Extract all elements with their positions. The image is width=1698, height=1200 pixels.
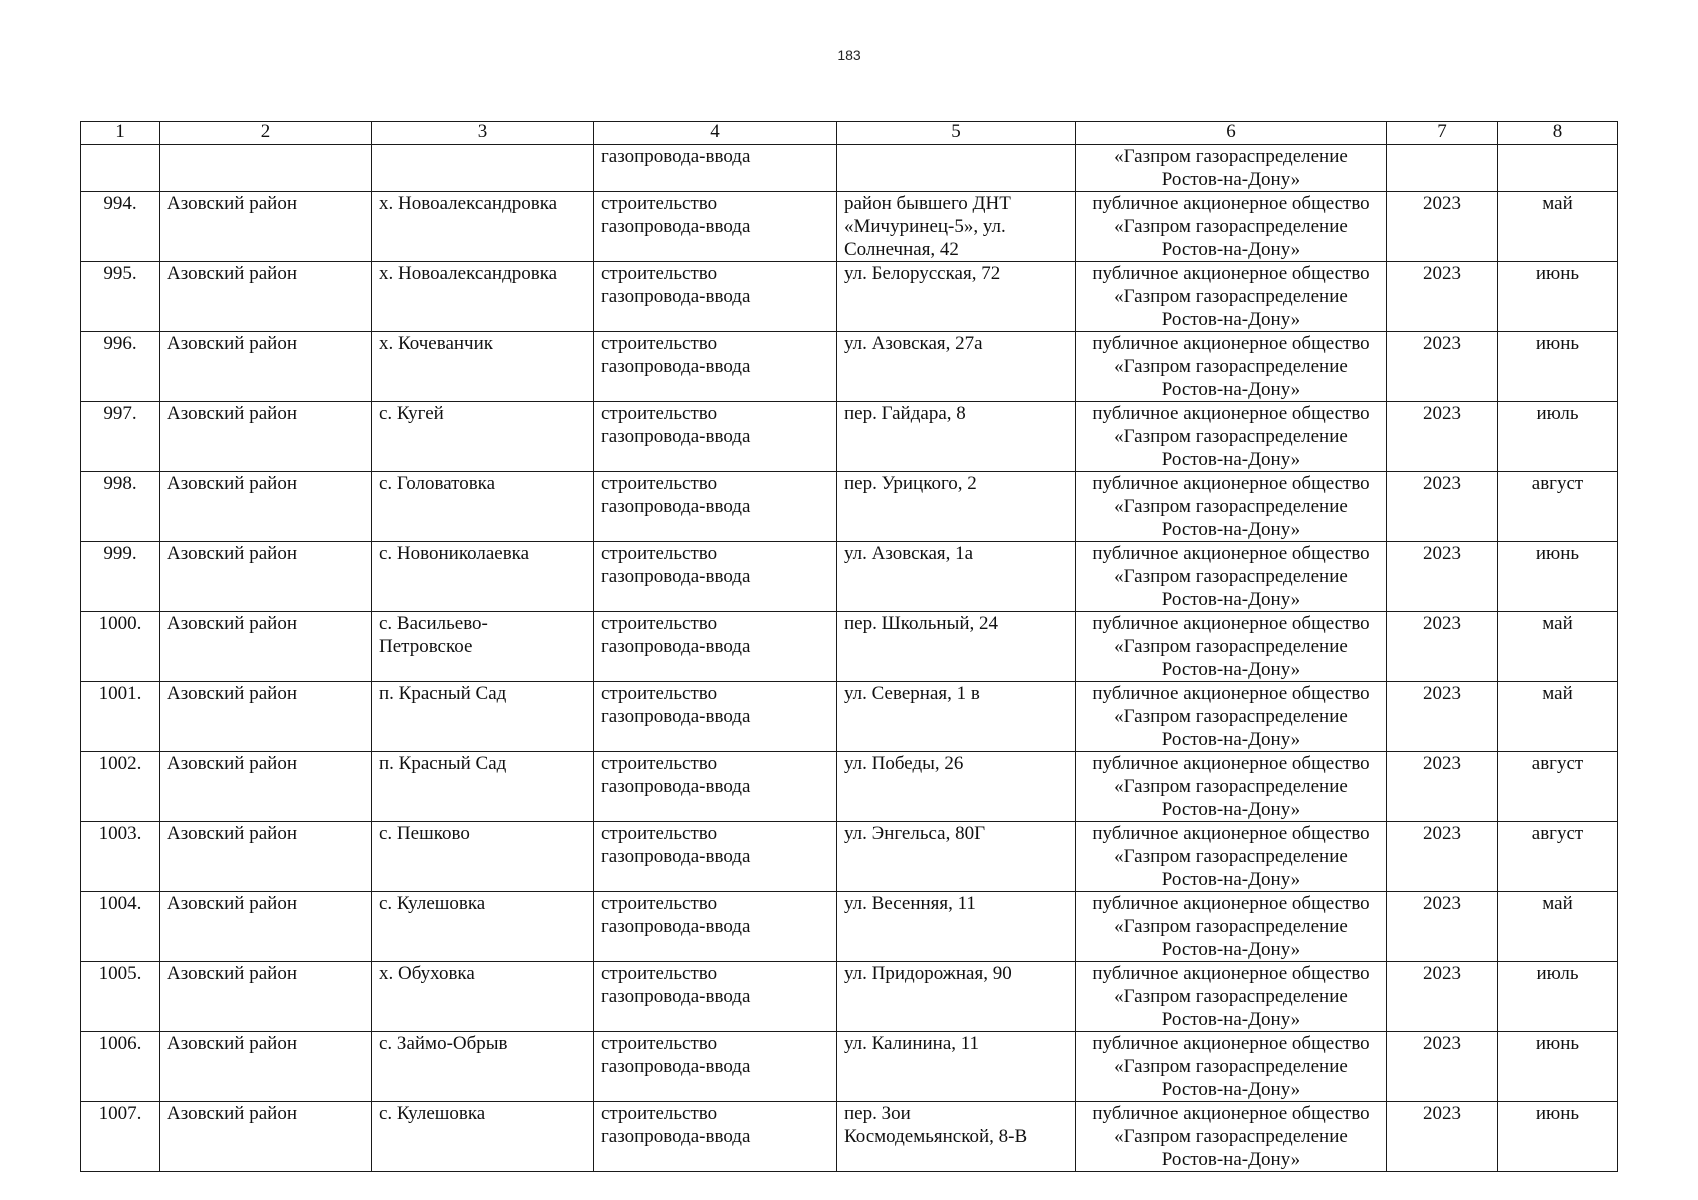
work-type-cell-line: строительство xyxy=(601,823,718,844)
table-row xyxy=(81,962,1618,1032)
organization-cell-line: «Газпром газораспределение xyxy=(1114,986,1348,1007)
address-cell-line: ул. Весенняя, 11 xyxy=(844,893,976,914)
address-cell-line: ул. Энгельса, 80Г xyxy=(844,823,986,844)
organization-cell-line: Ростов-на-Дону» xyxy=(1161,799,1301,820)
organization-cell-line: Ростов-на-Дону» xyxy=(1161,1009,1301,1030)
table-row xyxy=(81,682,1618,752)
work-type-cell-line: газопровода-ввода xyxy=(601,846,751,867)
work-type-cell xyxy=(594,682,837,752)
settlement-cell-line: с. Кугей xyxy=(379,403,444,424)
column-header-5: 5 xyxy=(837,122,1076,145)
district-cell: Азовский район xyxy=(160,332,372,402)
address-cell xyxy=(837,682,1076,752)
settlement-cell xyxy=(372,612,594,682)
settlement-cell xyxy=(372,1102,594,1172)
organization-cell-line: «Газпром газораспределение xyxy=(1114,1056,1348,1077)
work-type-cell-line: строительство xyxy=(601,473,718,494)
column-header-8: 8 xyxy=(1498,122,1618,145)
organization-cell-line: публичное акционерное общество xyxy=(1092,683,1370,704)
district-cell: Азовский район xyxy=(160,542,372,612)
work-type-cell-line: строительство xyxy=(601,333,718,354)
work-type-cell-line: строительство xyxy=(601,963,718,984)
work-type-cell-line: строительство xyxy=(601,1033,718,1054)
month-cell: май xyxy=(1498,192,1618,262)
work-type-cell-line: газопровода-ввода xyxy=(601,426,751,447)
address-cell-line: пер. Школьный, 24 xyxy=(844,613,999,634)
work-type-cell xyxy=(594,822,837,892)
year-cell: 2023 xyxy=(1387,1102,1498,1172)
year-cell: 2023 xyxy=(1387,192,1498,262)
organization-cell-line: «Газпром газораспределение xyxy=(1114,846,1348,867)
organization-cell-line: Ростов-на-Дону» xyxy=(1161,449,1301,470)
work-type-cell xyxy=(594,332,837,402)
district-cell: Азовский район xyxy=(160,1032,372,1102)
organization-cell-line: Ростов-на-Дону» xyxy=(1161,729,1301,750)
settlement-cell-line: с. Головатовка xyxy=(379,473,496,494)
settlement-cell xyxy=(372,962,594,1032)
row-number-cell: 994. xyxy=(81,192,160,262)
address-cell xyxy=(837,1032,1076,1102)
month-cell: июль xyxy=(1498,402,1618,472)
month-cell: август xyxy=(1498,472,1618,542)
district-cell: Азовский район xyxy=(160,192,372,262)
settlement-cell xyxy=(372,892,594,962)
year-cell: 2023 xyxy=(1387,472,1498,542)
settlement-cell xyxy=(372,682,594,752)
year-cell xyxy=(1387,145,1498,192)
organization-cell-line: Ростов-на-Дону» xyxy=(1161,169,1301,190)
organization-cell-line: «Газпром газораспределение xyxy=(1114,916,1348,937)
table-row xyxy=(81,892,1618,962)
settlement-cell-line: х. Новоалександровка xyxy=(379,193,558,214)
organization-cell-line: публичное акционерное общество xyxy=(1092,333,1370,354)
month-cell: июнь xyxy=(1498,1102,1618,1172)
organization-cell-line: публичное акционерное общество xyxy=(1092,613,1370,634)
organization-cell-line: Ростов-на-Дону» xyxy=(1161,1079,1301,1100)
work-type-cell-line: строительство xyxy=(601,263,718,284)
settlement-cell-line: с. Кулешовка xyxy=(379,893,486,914)
table-header xyxy=(81,122,1618,145)
month-cell: май xyxy=(1498,682,1618,752)
table-row xyxy=(81,1032,1618,1102)
organization-cell-line: Ростов-на-Дону» xyxy=(1161,659,1301,680)
settlement-cell-line: п. Красный Сад xyxy=(379,753,507,774)
settlement-cell xyxy=(372,402,594,472)
settlement-cell-line: с. Новониколаевка xyxy=(379,543,530,564)
work-type-cell xyxy=(594,612,837,682)
work-type-cell-line: газопровода-ввода xyxy=(601,636,751,657)
organization-cell-line: публичное акционерное общество xyxy=(1092,963,1370,984)
address-cell-line: «Мичуринец-5», ул. xyxy=(844,216,1006,237)
month-cell: август xyxy=(1498,752,1618,822)
column-header-4: 4 xyxy=(594,122,837,145)
address-cell xyxy=(837,1102,1076,1172)
organization-cell xyxy=(1076,332,1387,402)
organization-cell xyxy=(1076,192,1387,262)
work-type-cell xyxy=(594,472,837,542)
organization-cell-line: публичное акционерное общество xyxy=(1092,1103,1370,1124)
month-cell: июнь xyxy=(1498,542,1618,612)
district-cell: Азовский район xyxy=(160,402,372,472)
work-type-cell-line: строительство xyxy=(601,1103,718,1124)
district-cell: Азовский район xyxy=(160,822,372,892)
row-number-cell: 1001. xyxy=(81,682,160,752)
month-cell: август xyxy=(1498,822,1618,892)
table-row xyxy=(81,822,1618,892)
organization-cell-line: «Газпром газораспределение xyxy=(1114,1126,1348,1147)
work-type-cell xyxy=(594,1032,837,1102)
settlement-cell xyxy=(372,542,594,612)
work-type-cell-line: газопровода-ввода xyxy=(601,1056,751,1077)
settlement-cell xyxy=(372,262,594,332)
address-cell xyxy=(837,145,1076,192)
column-number-row xyxy=(81,122,1618,145)
organization-cell xyxy=(1076,822,1387,892)
row-number-cell: 995. xyxy=(81,262,160,332)
district-cell: Азовский район xyxy=(160,752,372,822)
district-cell: Азовский район xyxy=(160,1102,372,1172)
address-cell-line: ул. Победы, 26 xyxy=(844,753,964,774)
address-cell-line: район бывшего ДНТ xyxy=(844,193,1011,214)
row-number-cell: 1005. xyxy=(81,962,160,1032)
address-cell-line: ул. Азовская, 27а xyxy=(844,333,983,354)
month-cell xyxy=(1498,145,1618,192)
table-row xyxy=(81,472,1618,542)
month-cell: июнь xyxy=(1498,262,1618,332)
district-cell: Азовский район xyxy=(160,612,372,682)
row-number-cell: 997. xyxy=(81,402,160,472)
work-type-cell-line: строительство xyxy=(601,753,718,774)
column-header-6: 6 xyxy=(1076,122,1387,145)
work-type-cell-line: газопровода-ввода xyxy=(601,356,751,377)
year-cell: 2023 xyxy=(1387,682,1498,752)
organization-cell-line: публичное акционерное общество xyxy=(1092,753,1370,774)
organization-cell-line: «Газпром газораспределение xyxy=(1114,496,1348,517)
row-number-cell: 1004. xyxy=(81,892,160,962)
address-cell xyxy=(837,822,1076,892)
row-number-cell: 999. xyxy=(81,542,160,612)
year-cell: 2023 xyxy=(1387,752,1498,822)
address-cell-line: ул. Калинина, 11 xyxy=(844,1033,980,1054)
table-row xyxy=(81,332,1618,402)
organization-cell-line: публичное акционерное общество xyxy=(1092,473,1370,494)
table-row xyxy=(81,542,1618,612)
organization-cell-line: публичное акционерное общество xyxy=(1092,893,1370,914)
work-type-cell xyxy=(594,1102,837,1172)
settlement-cell-line: с. Займо-Обрыв xyxy=(379,1033,508,1054)
settlement-cell xyxy=(372,332,594,402)
year-cell: 2023 xyxy=(1387,542,1498,612)
address-cell xyxy=(837,332,1076,402)
organization-cell-line: публичное акционерное общество xyxy=(1092,403,1370,424)
year-cell: 2023 xyxy=(1387,892,1498,962)
settlement-cell xyxy=(372,822,594,892)
organization-cell xyxy=(1076,402,1387,472)
address-cell xyxy=(837,192,1076,262)
address-cell xyxy=(837,262,1076,332)
address-cell-line: ул. Белорусская, 72 xyxy=(844,263,1001,284)
organization-cell-line: «Газпром газораспределение xyxy=(1114,426,1348,447)
district-cell: Азовский район xyxy=(160,262,372,332)
row-number-cell: 1006. xyxy=(81,1032,160,1102)
table-row xyxy=(81,612,1618,682)
address-cell xyxy=(837,752,1076,822)
work-type-cell-line: газопровода-ввода xyxy=(601,286,751,307)
work-type-cell-line: газопровода-ввода xyxy=(601,916,751,937)
organization-cell xyxy=(1076,682,1387,752)
settlement-cell-line: с. Кулешовка xyxy=(379,1103,486,1124)
organization-cell-line: «Газпром газораспределение xyxy=(1114,566,1348,587)
district-cell: Азовский район xyxy=(160,682,372,752)
settlement-cell xyxy=(372,1032,594,1102)
row-number-cell: 1007. xyxy=(81,1102,160,1172)
row-number-cell xyxy=(81,145,160,192)
work-type-cell xyxy=(594,752,837,822)
address-cell xyxy=(837,542,1076,612)
organization-cell-line: «Газпром газораспределение xyxy=(1114,706,1348,727)
work-type-cell-line: строительство xyxy=(601,683,718,704)
settlement-cell-line: х. Кочеванчик xyxy=(379,333,493,354)
table-row xyxy=(81,752,1618,822)
row-number-cell: 1000. xyxy=(81,612,160,682)
address-cell-line: Солнечная, 42 xyxy=(844,239,959,260)
column-header-3: 3 xyxy=(372,122,594,145)
organization-cell-line: «Газпром газораспределение xyxy=(1114,356,1348,377)
column-header-2: 2 xyxy=(160,122,372,145)
settlement-cell xyxy=(372,192,594,262)
row-number-cell: 1003. xyxy=(81,822,160,892)
work-type-cell-line: газопровода-ввода xyxy=(601,706,751,727)
address-cell-line: ул. Азовская, 1а xyxy=(844,543,974,564)
page-number: 183 xyxy=(837,47,861,63)
address-cell xyxy=(837,892,1076,962)
settlement-cell xyxy=(372,752,594,822)
table-row xyxy=(81,262,1618,332)
row-number-cell: 998. xyxy=(81,472,160,542)
year-cell: 2023 xyxy=(1387,1032,1498,1102)
settlement-cell xyxy=(372,472,594,542)
organization-cell-line: «Газпром газораспределение xyxy=(1114,776,1348,797)
work-type-cell xyxy=(594,145,837,192)
work-type-cell-line: строительство xyxy=(601,893,718,914)
organization-cell xyxy=(1076,1032,1387,1102)
organization-cell xyxy=(1076,1102,1387,1172)
table-row xyxy=(81,192,1618,262)
address-cell-line: пер. Урицкого, 2 xyxy=(844,473,977,494)
year-cell: 2023 xyxy=(1387,962,1498,1032)
work-type-cell xyxy=(594,402,837,472)
organization-cell xyxy=(1076,962,1387,1032)
address-cell-line: Космодемьянской, 8-В xyxy=(844,1126,1028,1147)
organization-cell-line: Ростов-на-Дону» xyxy=(1161,869,1301,890)
row-number-cell: 996. xyxy=(81,332,160,402)
district-cell: Азовский район xyxy=(160,472,372,542)
organization-cell-line: Ростов-на-Дону» xyxy=(1161,309,1301,330)
organization-cell-line: «Газпром газораспределение xyxy=(1114,286,1348,307)
organization-cell-line: «Газпром газораспределение xyxy=(1114,216,1348,237)
organization-cell-line: Ростов-на-Дону» xyxy=(1161,939,1301,960)
work-type-cell-line: газопровода-ввода xyxy=(601,216,751,237)
row-number-cell: 1002. xyxy=(81,752,160,822)
organization-cell xyxy=(1076,752,1387,822)
organization-cell-line: публичное акционерное общество xyxy=(1092,543,1370,564)
column-header-7: 7 xyxy=(1387,122,1498,145)
work-type-cell xyxy=(594,962,837,1032)
organization-cell xyxy=(1076,892,1387,962)
month-cell: июль xyxy=(1498,962,1618,1032)
settlement-cell-line: п. Красный Сад xyxy=(379,683,507,704)
work-type-cell-line: газопровода-ввода xyxy=(601,146,751,167)
organization-cell-line: Ростов-на-Дону» xyxy=(1161,1149,1301,1170)
organization-cell-line: публичное акционерное общество xyxy=(1092,1033,1370,1054)
settlement-cell-line: х. Новоалександровка xyxy=(379,263,558,284)
month-cell: июнь xyxy=(1498,1032,1618,1102)
month-cell: июнь xyxy=(1498,332,1618,402)
settlement-cell-line: с. Пешково xyxy=(379,823,470,844)
organization-cell-line: «Газпром газораспределение xyxy=(1114,146,1348,167)
table-row xyxy=(81,1102,1618,1172)
organization-cell-line: Ростов-на-Дону» xyxy=(1161,589,1301,610)
address-cell-line: ул. Северная, 1 в xyxy=(844,683,980,704)
district-cell: Азовский район xyxy=(160,892,372,962)
month-cell: май xyxy=(1498,612,1618,682)
organization-cell xyxy=(1076,262,1387,332)
address-cell xyxy=(837,402,1076,472)
address-cell xyxy=(837,472,1076,542)
district-cell: Азовский район xyxy=(160,962,372,1032)
organization-cell-line: Ростов-на-Дону» xyxy=(1161,519,1301,540)
settlement-cell-line: с. Васильево- xyxy=(379,613,488,634)
organization-cell xyxy=(1076,472,1387,542)
year-cell: 2023 xyxy=(1387,402,1498,472)
work-type-cell-line: газопровода-ввода xyxy=(601,496,751,517)
organization-cell-line: публичное акционерное общество xyxy=(1092,263,1370,284)
year-cell: 2023 xyxy=(1387,822,1498,892)
year-cell: 2023 xyxy=(1387,612,1498,682)
address-cell xyxy=(837,962,1076,1032)
address-cell-line: пер. Зои xyxy=(844,1103,911,1124)
work-type-cell-line: строительство xyxy=(601,613,718,634)
organization-cell xyxy=(1076,145,1387,192)
organization-cell-line: Ростов-на-Дону» xyxy=(1161,379,1301,400)
settlement-cell-line: х. Обуховка xyxy=(379,963,475,984)
table-row xyxy=(81,145,1618,192)
address-cell xyxy=(837,612,1076,682)
work-type-cell-line: строительство xyxy=(601,403,718,424)
work-type-cell xyxy=(594,892,837,962)
work-type-cell xyxy=(594,542,837,612)
organization-cell-line: публичное акционерное общество xyxy=(1092,823,1370,844)
organization-cell xyxy=(1076,542,1387,612)
year-cell: 2023 xyxy=(1387,332,1498,402)
work-type-cell-line: строительство xyxy=(601,543,718,564)
district-cell xyxy=(160,145,372,192)
organization-cell-line: публичное акционерное общество xyxy=(1092,193,1370,214)
table-row xyxy=(81,402,1618,472)
settlement-cell-line: Петровское xyxy=(379,636,473,657)
month-cell: май xyxy=(1498,892,1618,962)
work-type-cell-line: газопровода-ввода xyxy=(601,776,751,797)
year-cell: 2023 xyxy=(1387,262,1498,332)
work-type-cell xyxy=(594,192,837,262)
organization-cell-line: Ростов-на-Дону» xyxy=(1161,239,1301,260)
work-type-cell-line: газопровода-ввода xyxy=(601,1126,751,1147)
address-cell-line: пер. Гайдара, 8 xyxy=(844,403,966,424)
table-body xyxy=(81,145,1618,1172)
settlement-cell xyxy=(372,145,594,192)
gas-pipeline-register-table xyxy=(80,121,1618,1172)
organization-cell xyxy=(1076,612,1387,682)
organization-cell-line: «Газпром газораспределение xyxy=(1114,636,1348,657)
work-type-cell xyxy=(594,262,837,332)
work-type-cell-line: газопровода-ввода xyxy=(601,986,751,1007)
address-cell-line: ул. Придорожная, 90 xyxy=(844,963,1012,984)
work-type-cell-line: строительство xyxy=(601,193,718,214)
column-header-1: 1 xyxy=(81,122,160,145)
work-type-cell-line: газопровода-ввода xyxy=(601,566,751,587)
